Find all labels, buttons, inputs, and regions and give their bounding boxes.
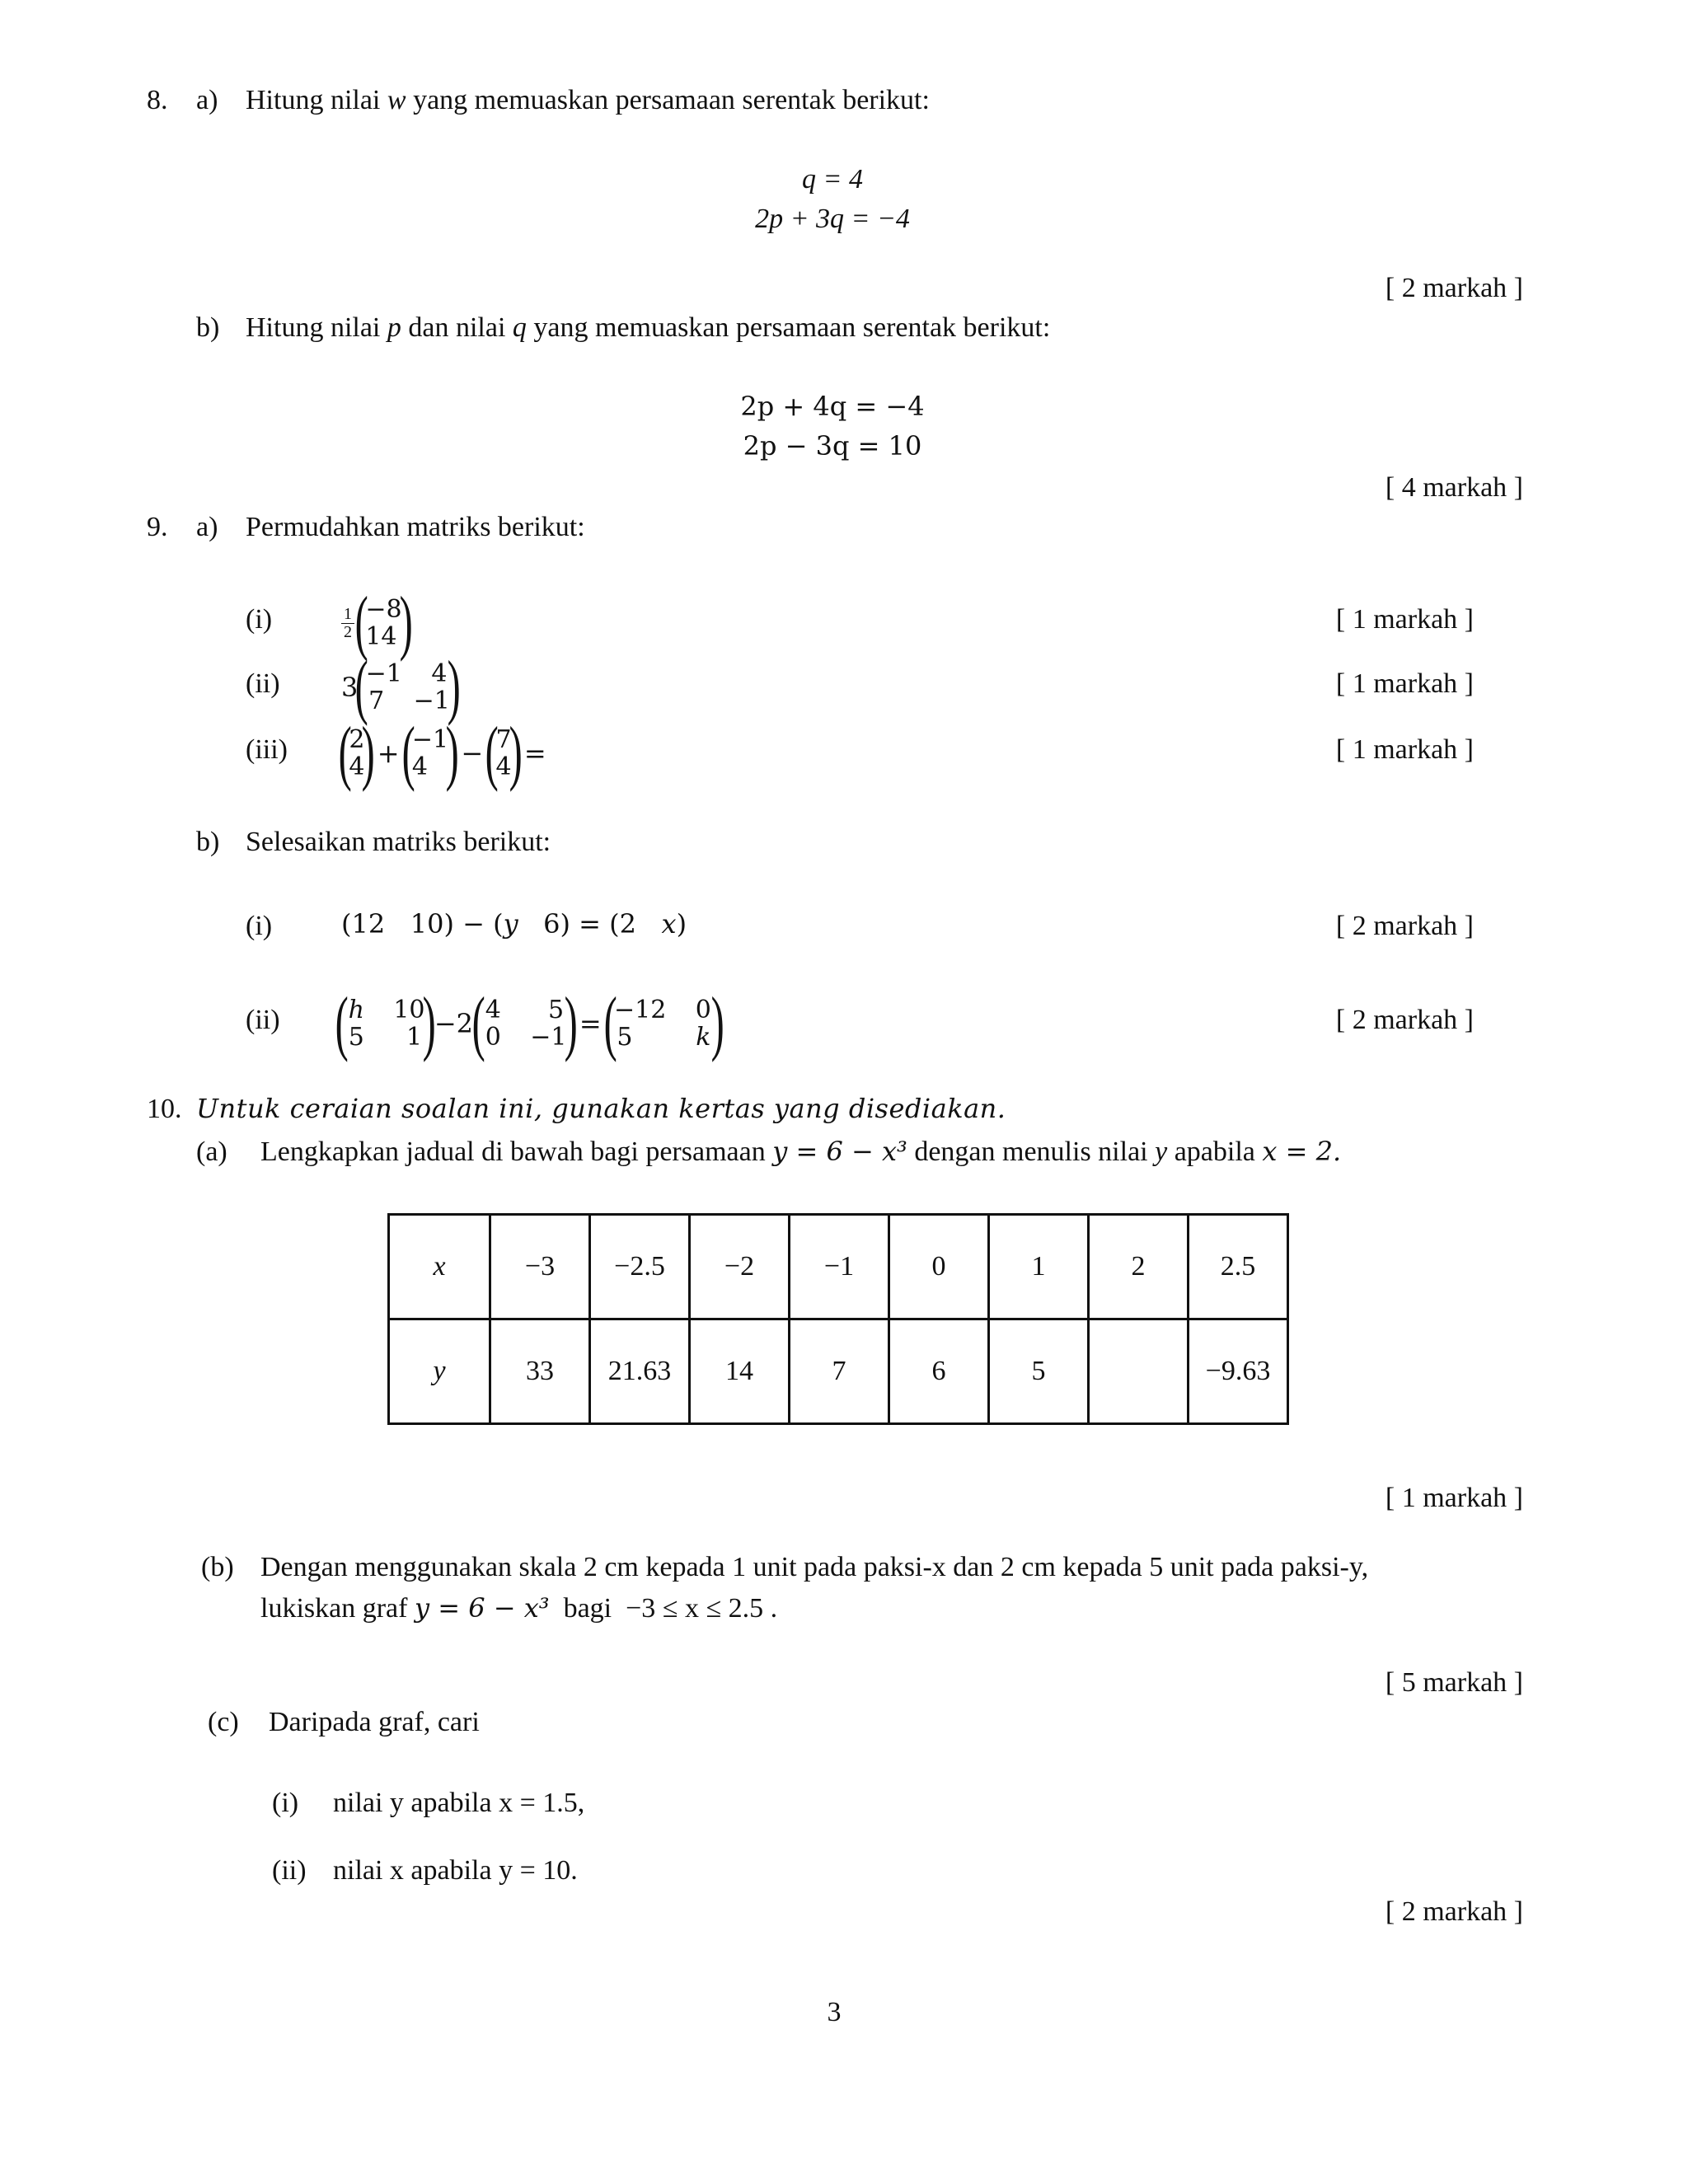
question-10b-label: (b): [201, 1552, 234, 1582]
question-10c-ii-label: (ii): [272, 1855, 307, 1886]
question-10c-i-label: (i): [272, 1788, 299, 1818]
question-10a-text: Lengkapkan jadual di bawah bagi persamaan y = 6 − x³ dengan menulis nilai y apabila x = 2.: [260, 1136, 1342, 1167]
fraction-half: $\frac{1}{2}$: [341, 606, 354, 641]
table-cell: −2.5: [590, 1215, 690, 1319]
table-cell: 0: [889, 1215, 989, 1319]
marks-9b-i: [ 2 markah ]: [1335, 911, 1474, 941]
question-9a-i-label: (i): [246, 604, 273, 635]
question-8b-text: Hitung nilai p dan nilai q yang memuaskan persamaan serentak berikut:: [246, 312, 1051, 343]
page-number: 3: [827, 1997, 842, 2027]
matrix-9a-i: $\frac{1}{2}$ ( −8 14 ): [341, 587, 410, 659]
question-10-number: 10.: [147, 1094, 182, 1124]
table-cell: 2.5: [1189, 1215, 1288, 1319]
marks-9a-i: [ 1 markah ]: [1335, 604, 1474, 635]
question-9b-i-label: (i): [246, 911, 273, 941]
question-9a-text: Permudahkan matriks berikut:: [246, 512, 585, 542]
question-10c-label: (c): [208, 1707, 239, 1737]
table-cell-blank[interactable]: [1089, 1319, 1189, 1424]
table-header-y: y: [389, 1319, 490, 1424]
marks-10b: [ 5 markah ]: [1385, 1667, 1523, 1698]
matrix-9a-ii: 3 ( −1 4 7 −1 ): [341, 647, 461, 727]
question-9a-label: a): [196, 512, 218, 542]
marks-10c: [ 2 markah ]: [1385, 1896, 1523, 1927]
equation-9b-i: (12 10) − (y 6) = (2 x): [341, 908, 687, 940]
question-10c-text: Daripada graf, cari: [269, 1707, 480, 1737]
table-cell: 14: [690, 1319, 790, 1424]
marks-9b-ii: [ 2 markah ]: [1335, 1005, 1474, 1035]
question-10b-line2: lukiskan graf y = 6 − x³ bagi −3 ≤ x ≤ 2.5 .: [260, 1592, 778, 1624]
question-8b-label: b): [196, 312, 220, 343]
equation-8a-1: q = 4: [802, 164, 863, 194]
table-row: [389, 1215, 1288, 1319]
table-header-x: x: [389, 1215, 490, 1319]
table-cell: 21.63: [590, 1319, 690, 1424]
question-9b-label: b): [196, 827, 220, 857]
question-9a-iii-label: (iii): [246, 734, 288, 765]
marks-9a-iii: [ 1 markah ]: [1335, 734, 1474, 765]
equation-9b-ii: ( h 10 5 1 ) −2 ( 4 5 0 −1 ) = ( −12 0 5 k ): [335, 983, 724, 1063]
equation-8b-1: 2p + 4q = −4: [740, 391, 925, 422]
question-10-intro: Untuk ceraian soalan ini, gunakan kertas yang disediakan.: [196, 1093, 1006, 1124]
table-cell: 1: [989, 1215, 1089, 1319]
table-cell: −2: [690, 1215, 790, 1319]
equation-8a-2: 2p + 3q = −4: [755, 204, 910, 234]
question-9b-text: Selesaikan matriks berikut:: [246, 827, 551, 857]
table-cell: 5: [989, 1319, 1089, 1424]
table-cell: −9.63: [1189, 1319, 1288, 1424]
equation-8b-2: 2p − 3q = 10: [743, 430, 922, 462]
question-10c-ii-text: nilai x apabila y = 10.: [333, 1855, 578, 1886]
question-8-number: 8.: [147, 85, 168, 115]
values-table: [387, 1213, 1289, 1425]
matrix-9a-iii: ( 2 4 ) + ( −1 4 ) − ( 7 4 ) =: [338, 713, 546, 793]
marks-8b: [ 4 markah ]: [1385, 472, 1523, 503]
marks-9a-ii: [ 1 markah ]: [1335, 668, 1474, 699]
marks-10a: [ 1 markah ]: [1385, 1483, 1523, 1513]
question-8a-text: Hitung nilai w yang memuaskan persamaan serentak berikut:: [246, 85, 930, 115]
question-10a-label: (a): [196, 1137, 227, 1167]
table-cell: −1: [790, 1215, 889, 1319]
question-9b-ii-label: (ii): [246, 1005, 280, 1035]
table-cell: 7: [790, 1319, 889, 1424]
marks-8a: [ 2 markah ]: [1385, 273, 1523, 303]
question-8a-label: a): [196, 85, 218, 115]
question-10b-line1: Dengan menggunakan skala 2 cm kepada 1 unit pada paksi-x dan 2 cm kepada 5 unit pada paksi-y,: [260, 1552, 1369, 1582]
table-cell: 2: [1089, 1215, 1189, 1319]
question-9a-ii-label: (ii): [246, 668, 280, 699]
table-row: [389, 1319, 1288, 1424]
question-9-number: 9.: [147, 512, 168, 542]
table-cell: 33: [490, 1319, 590, 1424]
question-10c-i-text: nilai y apabila x = 1.5,: [333, 1788, 585, 1818]
table-cell: −3: [490, 1215, 590, 1319]
table-cell: 6: [889, 1319, 989, 1424]
